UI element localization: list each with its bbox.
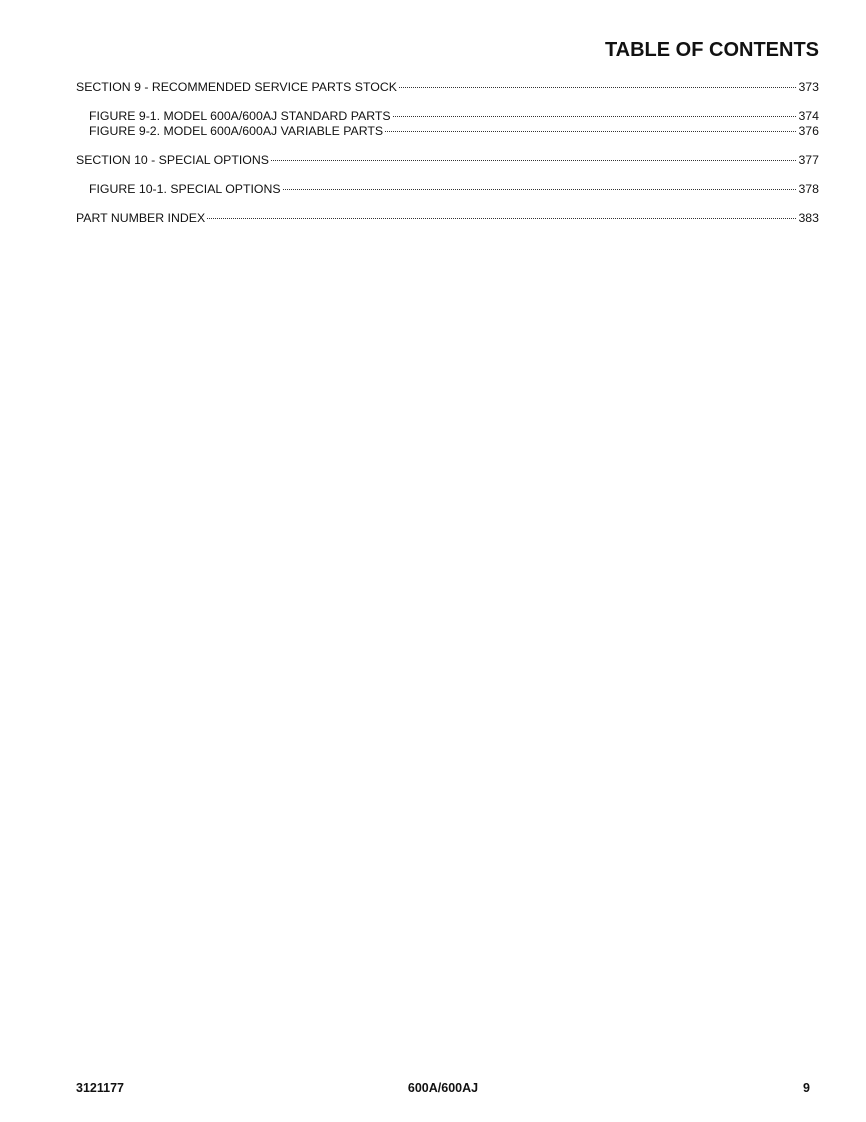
toc-entry-label: FIGURE 9-2. MODEL 600A/600AJ VARIABLE PARTS	[89, 124, 384, 138]
footer-page-number: 9	[803, 1081, 810, 1095]
toc-entry-page: 376	[798, 124, 819, 138]
toc-entry-page: 373	[798, 80, 819, 94]
toc-entry-section-9[interactable]	[76, 76, 819, 94]
toc-entry-label: SECTION 9 - RECOMMENDED SERVICE PARTS STOCK	[76, 80, 397, 94]
toc-entry-page: 383	[798, 211, 819, 225]
toc-entry-figure-9-1[interactable]	[76, 105, 819, 123]
toc-entry-label: FIGURE 10-1. SPECIAL OPTIONS	[89, 182, 281, 196]
footer-model: 600A/600AJ	[407, 1081, 479, 1095]
table-of-contents	[76, 76, 819, 225]
dot-leader	[399, 76, 797, 91]
toc-entry-label: FIGURE 9-1. MODEL 600A/600AJ STANDARD PARTS	[89, 109, 391, 123]
toc-entry-page: 374	[798, 109, 819, 123]
toc-entry-page: 378	[798, 182, 819, 196]
toc-entry-part-number-index[interactable]	[76, 207, 819, 225]
toc-entry-label: SECTION 10 - SPECIAL OPTIONS	[76, 153, 269, 167]
toc-entry-figure-10-1[interactable]	[76, 178, 819, 196]
footer-doc-number: 3121177	[76, 1081, 124, 1095]
toc-entry-page: 377	[798, 153, 819, 167]
dot-leader	[271, 149, 797, 164]
dot-leader	[283, 178, 797, 193]
toc-entry-section-10[interactable]	[76, 149, 819, 167]
dot-leader	[393, 105, 797, 120]
page-title: TABLE OF CONTENTS	[604, 39, 819, 61]
dot-leader	[207, 207, 796, 222]
toc-entry-label: PART NUMBER INDEX	[76, 211, 206, 225]
dot-leader	[385, 120, 796, 135]
page-footer	[76, 1081, 810, 1097]
